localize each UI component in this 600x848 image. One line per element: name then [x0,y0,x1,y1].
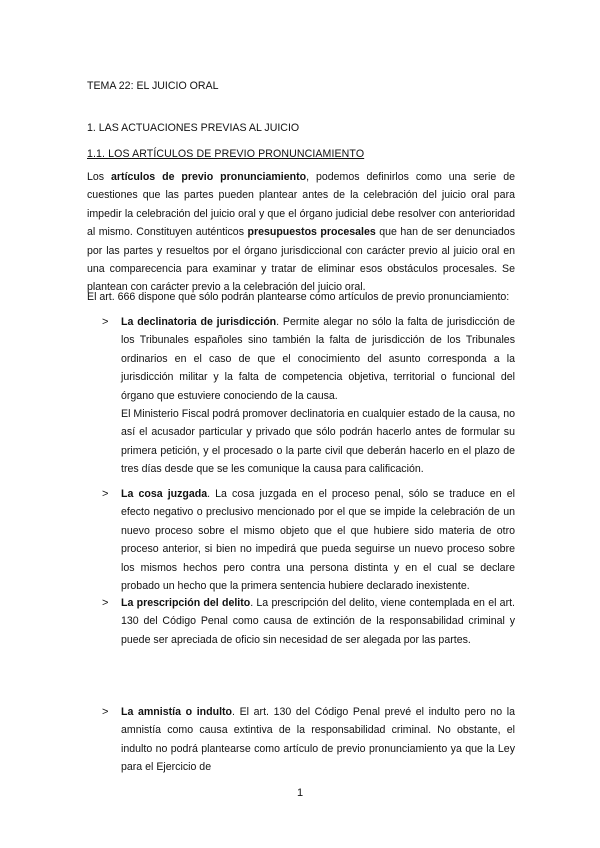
page-number: 1 [296,787,304,799]
section-heading: 1. LAS ACTUACIONES PREVIAS AL JUICIO [87,122,300,134]
list-item-title: La cosa juzgada [121,488,208,500]
intro-paragraph [87,168,515,297]
list-item-text: . El art. 130 del Código Penal prevé el indulto pero no la amnistía como causa extintiva de la responsabilidad criminal. No obstante, el indulto no podrá plantearse como artículo de previo pronunciamiento ya que la Ley para el Ejercicio de [121,706,515,774]
list-item [121,485,515,595]
list-item [121,594,515,649]
bullet-marker: > [102,316,109,328]
intro-text: , podemos definirlos como una serie de cuestiones que las partes pueden plantear antes de la celebración del juicio oral para impedir la celebración del juicio oral y que el órgano judicial debe resolver con anterioridad al mismo. Constituyen auténticos [87,171,516,239]
list-item [121,703,515,777]
bullet-marker: > [102,488,109,500]
intro-bold-term: artículos de previo pronunciamiento [111,171,307,183]
list-item-text: . Permite alegar no sólo la falta de jurisdicción de los Tribunales españoles sino también la falta de jurisdicción de los Tribunales ordinarios en el caso de que el conocimiento del asunto corresponda a la jurisdicción militar y la falta de competencia objetiva, territorial o funcional del órgano que estuviere conociendo de la causa. [121,316,515,402]
list-item [121,313,515,405]
list-item-title: La declinatoria de jurisdicción [121,316,277,328]
art666-paragraph: El art. 666 dispone que sólo podrán plantearse como artículos de previo pronunciamiento: [87,291,510,303]
list-item-text: . La cosa juzgada en el proceso penal, sólo se traduce en el efecto negativo o preclusivo mencionado por el que se impide la celebración de un nuevo proceso sobre el mismo objeto que el que hubiere sido materia de otro proceso anterior, si bien no impedirá que pueda seguirse un nuevo proceso sobre los mismos hechos pero contra una persona distinta y en el cual se declare probado un hecho que la primera sentencia hubiere declarado inexistente. [121,488,515,593]
intro-text: que han de ser denunciados por las partes y resueltos por el órgano jurisdiccional con carácter previo al juicio oral en una comparecencia para examinar y tratar de eliminar esos obstáculos procesales. Se plantean con carácter previo a la celebración del juicio oral. [87,226,515,294]
subsection-heading: 1.1. LOS ARTÍCULOS DE PREVIO PRONUNCIAMIENTO [87,148,365,160]
bullet-marker: > [102,706,109,718]
document-title: TEMA 22: EL JUICIO ORAL [87,80,219,92]
list-item-title: La amnistía o indulto [121,706,233,718]
list-item-text: . La prescripción del delito, viene contemplada en el art. 130 del Código Penal como causa de extinción de la responsabilidad criminal y puede ser apreciada de oficio sin necesidad de ser alegada por las partes. [121,597,515,646]
intro-bold-term: presupuestos procesales [247,226,376,239]
list-item-extra: El Ministerio Fiscal podrá promover declinatoria en cualquier estado de la causa, no así el acusador particular y privado que sólo podrán hacerlo antes de formular su primera petición, y el procesado o la parte civil que deberán hacerlo en el plazo de tres días desde que se les comunique la causa para calificación. [121,408,515,476]
intro-text: Los [87,171,112,183]
bullet-marker: > [102,597,109,609]
list-item-title: La prescripción del delito [121,597,251,609]
